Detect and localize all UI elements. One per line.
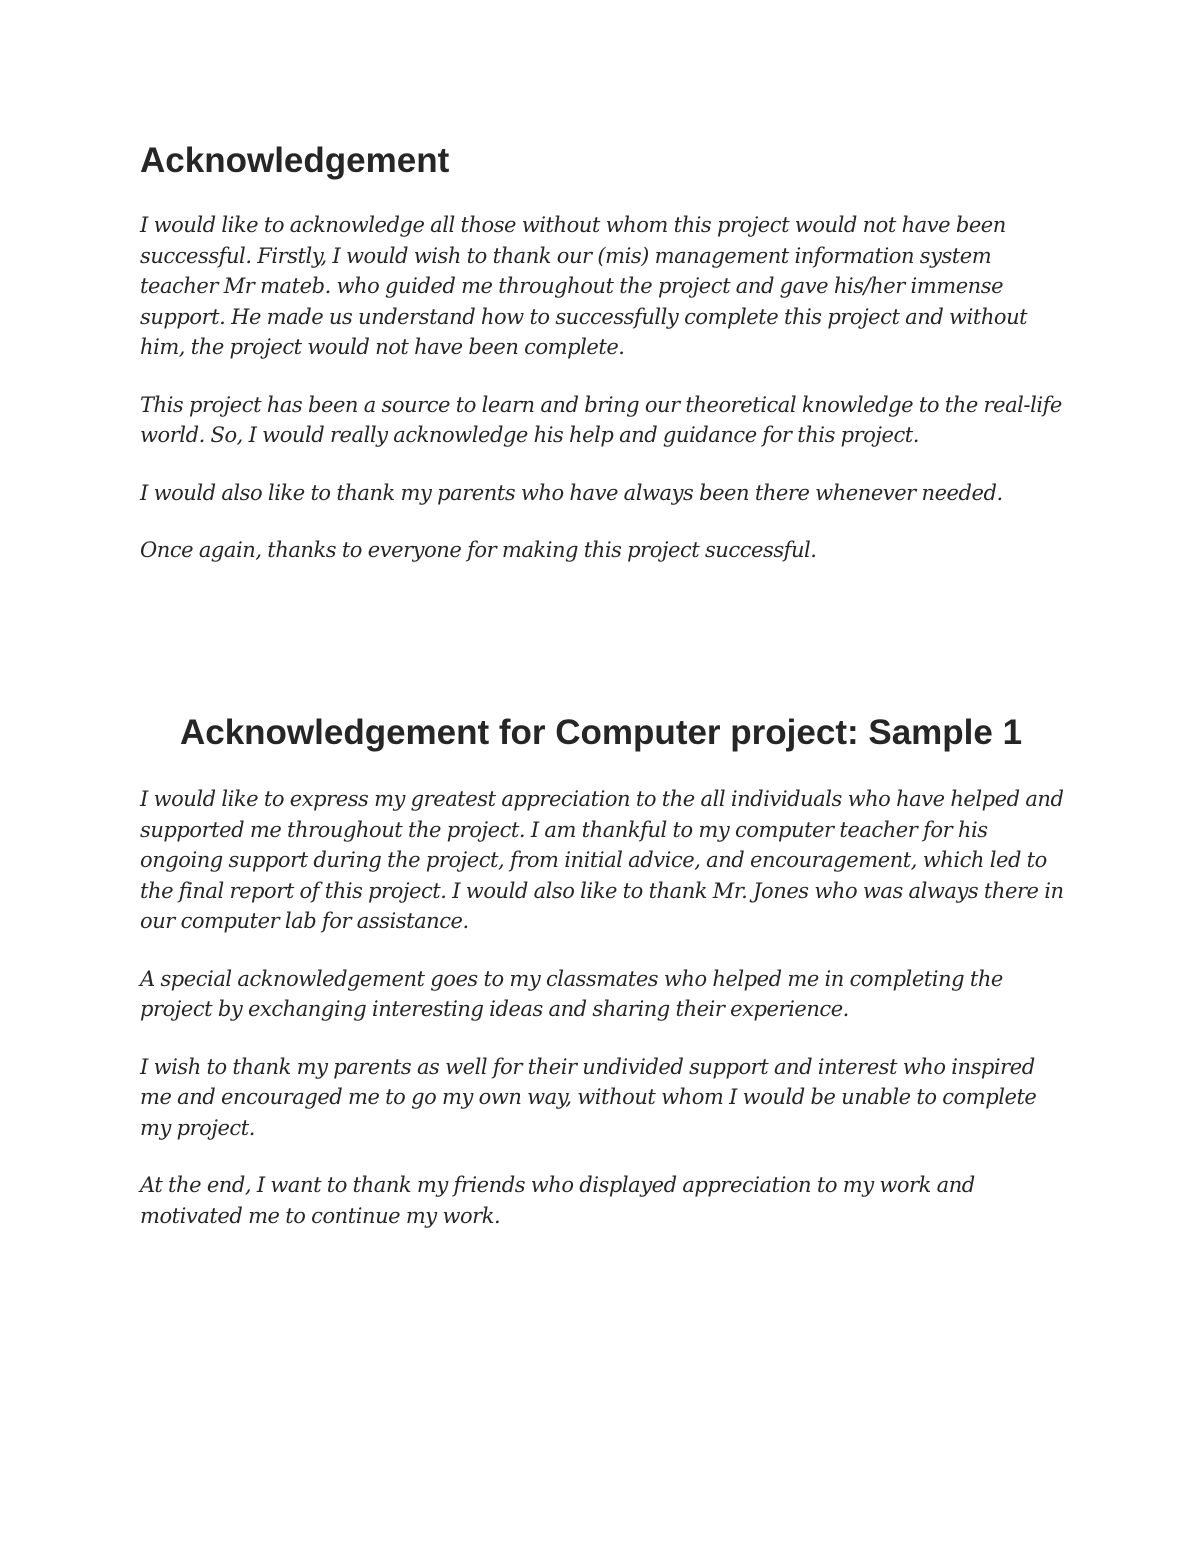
section-heading: Acknowledgement for Computer project: Sample 1: [179, 713, 1023, 752]
paragraph: This project has been a source to learn and bring our theoretical knowledge to the real-life world. So, I would really acknowledge his help and guidance for this project.: [140, 392, 1062, 447]
paragraph: I would also like to thank my parents who have always been there whenever needed.: [140, 480, 1003, 505]
paragraph: A special acknowledgement goes to my classmates who helped me in completing the project by exchanging interesting ideas and sharing their experience.: [140, 966, 1003, 1021]
paragraph: Once again, thanks to everyone for making this project successful.: [140, 538, 817, 562]
paragraph: At the end, I want to thank my friends who displayed appreciation to my work and motivated me to continue my work.: [140, 1173, 975, 1228]
paragraph: I wish to thank my parents as well for their undivided support and interest who inspired me and encouraged me to go my own way, without whom I would be unable to complete my project.: [140, 1054, 1037, 1140]
paragraph: I would like to express my greatest appreciation to the all individuals who have helped and supported me throughout the project. I am thankful to my computer teacher for his ongoing support during the project, from initial advice, and encouragement, which led to the final report of this project. I would also like to thank Mr. Jones who was always there in our computer lab for assistance.: [140, 787, 1064, 933]
section-heading: Acknowledgement: [140, 141, 450, 180]
paragraph: I would like to acknowledge all those without whom this project would not have been successful. Firstly, I would wish to thank our (mis) management information system teacher Mr mateb. who guided me throughout the project and gave his/her immense support. He made us understand how to successfully complete this project and without him, the project would not have been complete.: [140, 213, 1028, 359]
sample-1-section: [140, 712, 1070, 1258]
acknowledgement-section: [140, 140, 1070, 593]
